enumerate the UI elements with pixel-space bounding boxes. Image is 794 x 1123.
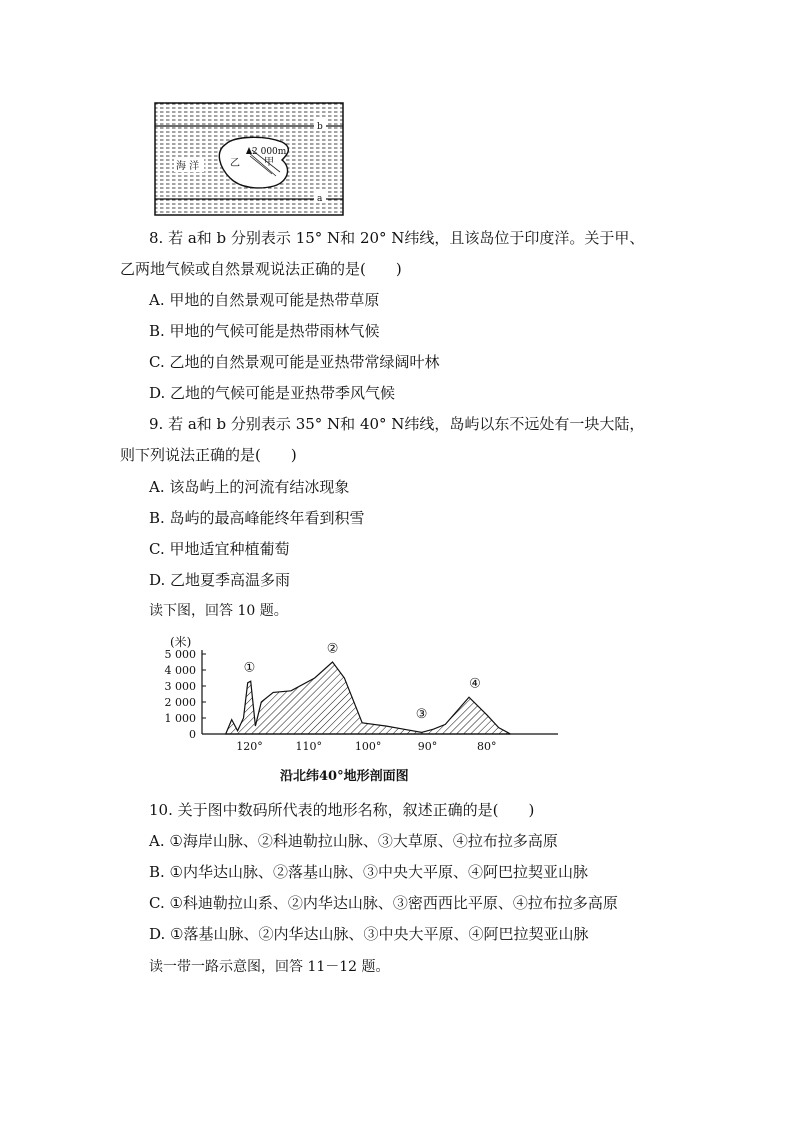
x-tick-label: 80° <box>477 740 497 753</box>
y-tick-label: 2 000 <box>164 696 196 709</box>
x-tick-label: 110° <box>295 740 323 753</box>
q8-option-a: A. 甲地的自然景观可能是热带草原 <box>149 291 380 309</box>
q9-option-c: C. 甲地适宜种植葡萄 <box>149 540 290 558</box>
q8-option-b: B. 甲地的气候可能是热带雨林气候 <box>149 322 380 340</box>
feature-marker-4: ④ <box>469 676 481 692</box>
peak-label: 2 000m <box>252 147 287 157</box>
y-tick-label: 3 000 <box>164 680 196 693</box>
y-tick-label: 1 000 <box>164 712 196 725</box>
terrain-profile-area <box>226 662 511 734</box>
intro-q11-12: 读一带一路示意图，回答 11－12 题。 <box>149 959 390 975</box>
q9-option-d: D. 乙地夏季高温多雨 <box>149 571 291 589</box>
q10-option-c: C. ①科迪勒拉山系、②内华达山脉、③密西西比平原、④拉布拉多高原 <box>149 894 618 912</box>
label-b: b <box>317 122 323 132</box>
q8-stem-line2: 乙两地气候或自然景观说法正确的是( ) <box>120 260 402 278</box>
feature-marker-2: ② <box>326 641 339 657</box>
q9-option-a: A. 该岛屿上的河流有结冰现象 <box>149 478 350 496</box>
q8-option-c: C. 乙地的自然景观可能是亚热带常绿阔叶林 <box>149 353 440 371</box>
chart-title: 沿北纬40°地形剖面图 <box>280 769 409 784</box>
y-tick-label: 0 <box>189 728 196 741</box>
q8-stem-line1: 8. 若 a和 b 分别表示 15° N和 20° N纬线，且该岛位于印度洋。关于甲、 <box>149 229 645 247</box>
x-tick-label: 100° <box>354 740 382 753</box>
label-ocean: 海 洋 <box>176 161 200 172</box>
chart-ylabel: (米) <box>170 635 192 649</box>
q10-option-b: B. ①内华达山脉、②落基山脉、③中央大平原、④阿巴拉契亚山脉 <box>149 863 589 881</box>
q9-stem-line1: 9. 若 a和 b 分别表示 35° N和 40° N纬线，岛屿以东不远处有一块大陆， <box>149 415 645 433</box>
q9-stem-line2: 则下列说法正确的是( ) <box>120 446 297 464</box>
label-yi: 乙 <box>230 158 240 169</box>
x-tick-label: 120° <box>236 740 263 753</box>
q10-stem: 10. 关于图中数码所代表的地形名称，叙述正确的是( ) <box>149 801 535 819</box>
y-tick-label: 5 000 <box>164 648 196 661</box>
q8-option-d: D. 乙地的气候可能是亚热带季风气候 <box>149 384 396 402</box>
q9-option-b: B. 岛屿的最高峰能终年看到积雪 <box>149 509 365 527</box>
island-map-figure <box>154 102 344 216</box>
label-a: a <box>317 194 323 204</box>
q10-option-d: D. ①落基山脉、②内华达山脉、③中央大平原、④阿巴拉契亚山脉 <box>149 925 589 943</box>
feature-marker-1: ① <box>243 660 256 676</box>
feature-marker-3: ③ <box>415 707 428 722</box>
terrain-profile-chart <box>150 630 570 788</box>
y-tick-label: 4 000 <box>164 664 196 677</box>
q10-option-a: A. ①海岸山脉、②科迪勒拉山脉、③大草原、④拉布拉多高原 <box>149 832 558 850</box>
label-jia: 甲 <box>264 157 274 168</box>
intro-q10: 读下图，回答 10 题。 <box>149 603 288 619</box>
x-tick-label: 90° <box>417 740 438 753</box>
